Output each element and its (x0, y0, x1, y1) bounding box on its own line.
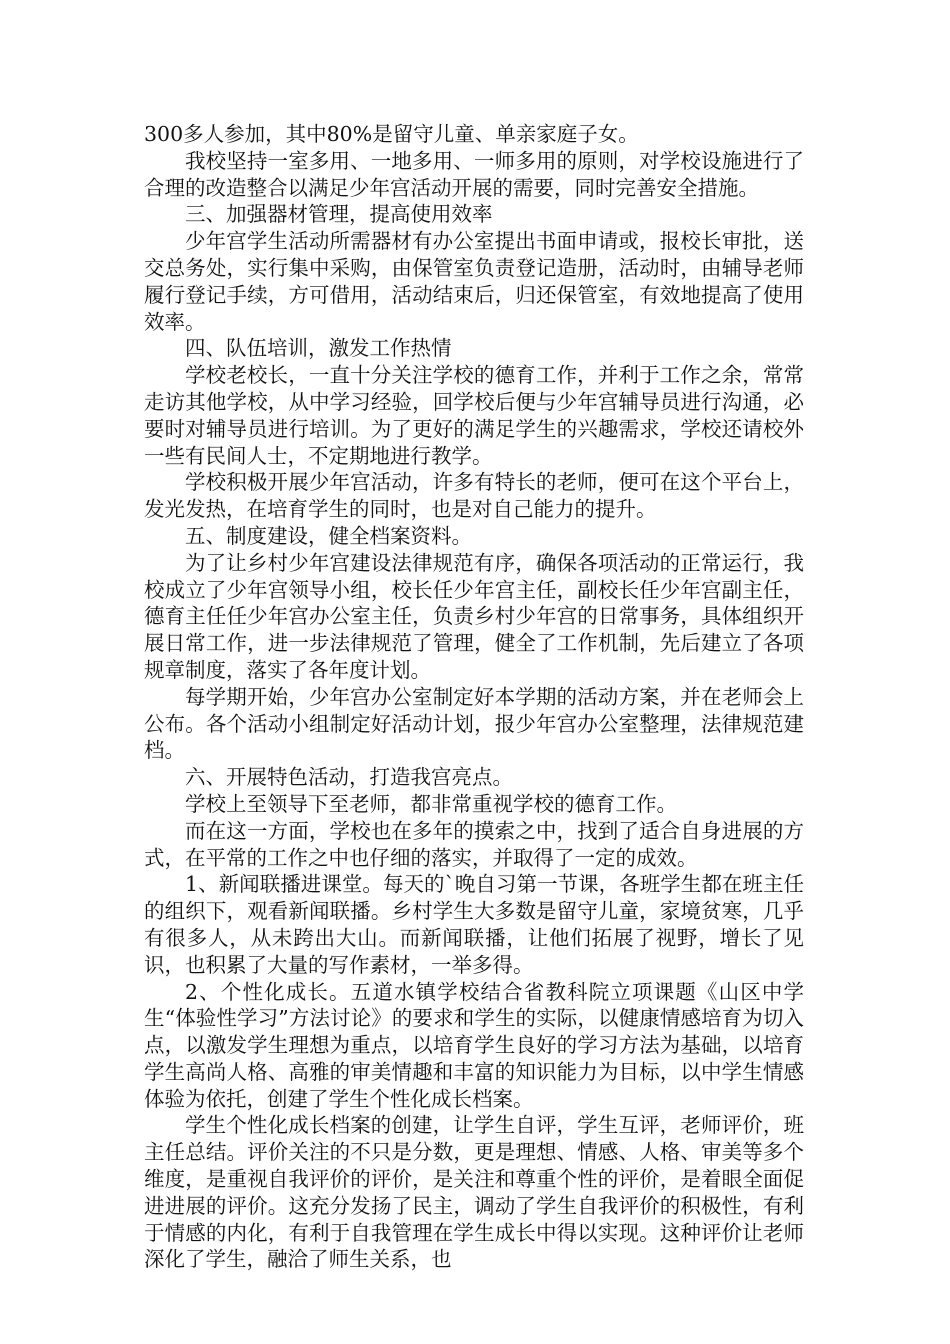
paragraph-equipment: 少年宫学生活动所需器材有办公室提出书面申请或，报校长审批，送交总务处，实行集中采购，由保管室负责登记造册，活动时，由辅导老师履行登记手续，方可借用，活动结束后，归还保管室，有效地提高了使用效率。 (144, 229, 804, 334)
paragraph-moral-education: 学校上至领导下至老师，都非常重视学校的德育工作。 (185, 791, 677, 816)
document-body (144, 121, 804, 1273)
paragraph-participation: 300多人参加，其中80%是留守儿童、单亲家庭子女。 (144, 122, 639, 146)
paragraph-news-broadcast: 1、新闻联播进课堂。每天的`晚自习第一节课，各班学生都在班主任的组织下，观看新闻联播。乡村学生大多数是留守儿童，家境贫寒，几乎有很多人，从未跨出大山。而新闻联播，让他们拓展了视野，增长了见识，也积累了大量的写作素材，一举多得。 (144, 872, 804, 977)
paragraph-facilities: 我校坚持一室多用、一地多用、一师多用的原则，对学校设施进行了合理的改造整合以满足少年宫活动开展的需要，同时完善安全措施。 (144, 148, 804, 200)
paragraph-teachers: 学校积极开展少年宫活动，许多有特长的老师，便可在这个平台上，发光发热，在培育学生的同时，也是对自己能力的提升。 (144, 470, 804, 522)
section-heading-activities: 六、开展特色活动，打造我宫亮点。 (185, 765, 513, 790)
section-heading-system: 五、制度建设，健全档案资料。 (185, 523, 472, 548)
paragraph-growth-archive: 学生个性化成长档案的创建，让学生自评，学生互评，老师评价，班主任总结。评价关注的不只是分数，更是理想、情感、人格、审美等多个维度，是重视自我评价的评价，是关注和尊重个性的评价，是着眼全面促进进展的评价。这充分发扬了民主，调动了学生自我评价的积极性，有利于情感的内化，有利于自我管理在学生成长中得以实现。这种评价让老师深化了学生，融洽了师生关系，也 (144, 1113, 804, 1272)
paragraph-principal: 学校老校长，一直十分关注学校的德育工作，并利于工作之余，常常走访其他学校，从中学习经验，回学校后便与少年宫辅导员进行沟通，必要时对辅导员进行培训。为了更好的满足学生的兴趣需求，学校还请校外一些有民间人士，不定期地进行教学。 (144, 363, 804, 468)
paragraph-exploration: 而在这一方面，学校也在多年的摸索之中，找到了适合自身进展的方式，在平常的工作之中也仔细的落实，并取得了一定的成效。 (144, 818, 804, 870)
section-heading-equipment: 三、加强器材管理，提高使用效率 (185, 202, 493, 227)
paragraph-personalized-growth: 2、个性化成长。五道水镇学校结合省教科院立项课题《山区中学生“体验性学习”方法讨论》的要求和学生的实际，以健康情感培育为切入点，以激发学生理想为重点，以培育学生良好的学习方法为基础，以培育学生高尚人格、高雅的审美情趣和丰富的知识能力为目标，以中学生情感体验为依托，创建了学生个性化成长档案。 (144, 979, 804, 1111)
paragraph-leadership: 为了让乡村少年宫建设法律规范有序，确保各项活动的正常运行，我校成立了少年宫领导小组，校长任少年宫主任，副校长任少年宫副主任，德育主任任少年宫办公室主任，负责乡村少年宫的日常事务，具体组织开展日常工作，进一步法律规范了管理，健全了工作机制，先后建立了各项规章制度，落实了各年度计划。 (144, 550, 804, 682)
paragraph-semester-plan: 每学期开始，少年宫办公室制定好本学期的活动方案，并在老师会上公布。各个活动小组制定好活动计划，报少年宫办公室整理，法律规范建档。 (144, 684, 804, 763)
section-heading-training: 四、队伍培训，激发工作热情 (185, 336, 452, 361)
